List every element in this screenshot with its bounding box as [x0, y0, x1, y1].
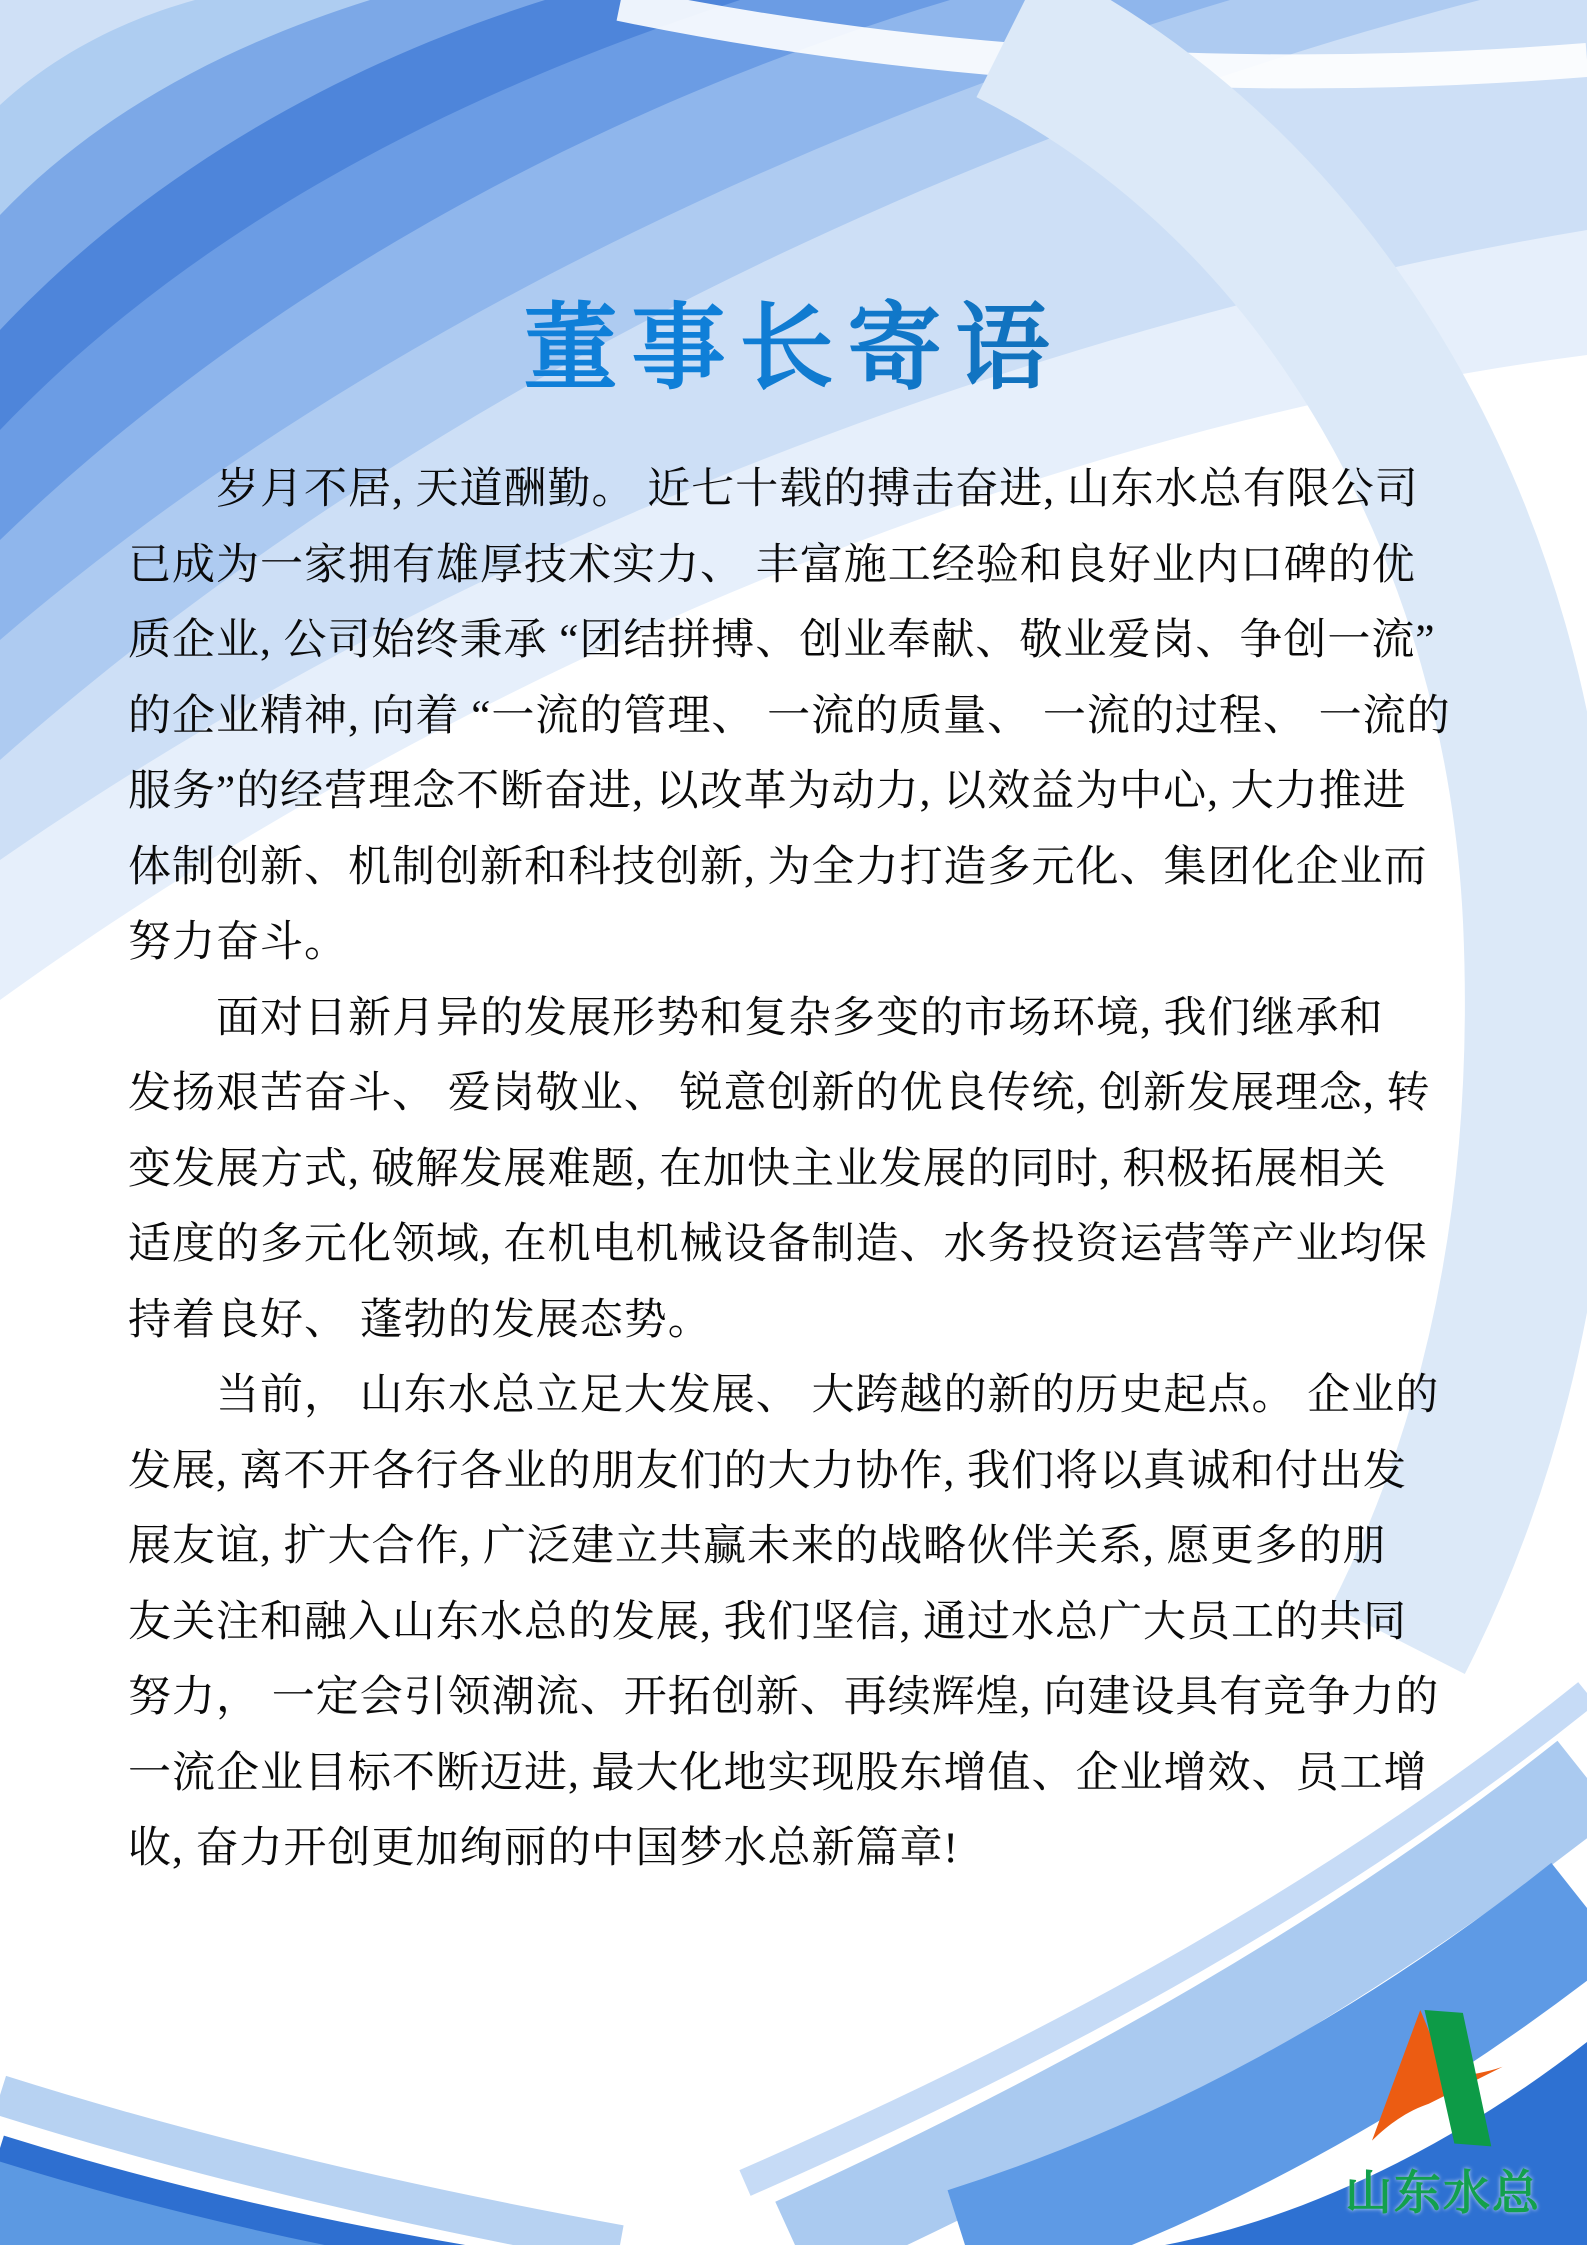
- paragraph-line: 体制创新、机制创新和科技创新, 为全力打造多元化、集团化企业而: [128, 843, 1428, 891]
- paragraph-line: 服务”的经营理念不断奋进, 以改革为动力, 以效益为中心, 大力推进: [128, 768, 1407, 815]
- paragraph-line: 发扬艰苦奋斗、 爱岗敬业、 锐意创新的优良传统, 创新发展理念, 转: [128, 1070, 1431, 1117]
- paragraph-line: 已成为一家拥有雄厚技术实力、 丰富施工经验和良好业内口碑的优: [128, 541, 1416, 589]
- paragraph-line: 当前， 山东水总立足大发展、 大跨越的新的历史起点。 企业的: [216, 1372, 1440, 1419]
- paragraph-line: 努力， 一定会引领潮流、开拓创新、再续辉煌, 向建设具有竞争力的: [128, 1674, 1440, 1721]
- paragraph-line: 友关注和融入山东水总的发展, 我们坚信, 通过水总广大员工的共同: [128, 1598, 1407, 1646]
- paragraph-line: 岁月不居, 天道酬勤。 近七十载的搏击奋进, 山东水总有限公司: [216, 466, 1419, 513]
- logo-mark-icon: [1354, 2010, 1532, 2152]
- page-title: 董事长寄语: [0, 272, 1587, 407]
- paragraph-line: 发展, 离不开各行各业的朋友们的大力协作, 我们将以真诚和付出发: [128, 1447, 1407, 1495]
- paragraph-line: 面对日新月异的发展形势和复杂多变的市场环境, 我们继承和: [216, 994, 1384, 1042]
- paragraph-line: 一流企业目标不断迈进, 最大化地实现股东增值、企业增效、员工增: [128, 1749, 1428, 1797]
- paragraph-1: [128, 452, 1468, 981]
- company-logo: [1337, 2010, 1549, 2223]
- paragraph-line: 适度的多元化领域, 在机电机械设备制造、水务投资运营等产业均保: [128, 1221, 1428, 1268]
- paragraph-3: [128, 1358, 1468, 1887]
- logo-text: 山东水总: [1345, 2166, 1541, 2219]
- paragraph-line: 收, 奋力开创更加绚丽的中国梦水总新篇章!: [128, 1825, 959, 1872]
- paragraph-line: 努力奋斗。: [128, 919, 348, 966]
- paragraph-2: [128, 981, 1468, 1359]
- paragraph-line: 变发展方式, 破解发展难题, 在加快主业发展的同时, 积极拓展相关: [128, 1145, 1387, 1193]
- paragraph-line: 持着良好、 蓬勃的发展态势。: [128, 1296, 712, 1344]
- message-body: [128, 452, 1468, 1887]
- paragraph-line: 质企业, 公司始终秉承 “团结拼搏、创业奉献、敬业爱岗、争创一流”: [128, 617, 1436, 664]
- paragraph-line: 的企业精神, 向着 “一流的管理、 一流的质量、 一流的过程、 一流的: [128, 692, 1451, 740]
- paragraph-line: 展友谊, 扩大合作, 广泛建立共赢未来的战略伙伴关系, 愿更多的朋: [128, 1523, 1387, 1570]
